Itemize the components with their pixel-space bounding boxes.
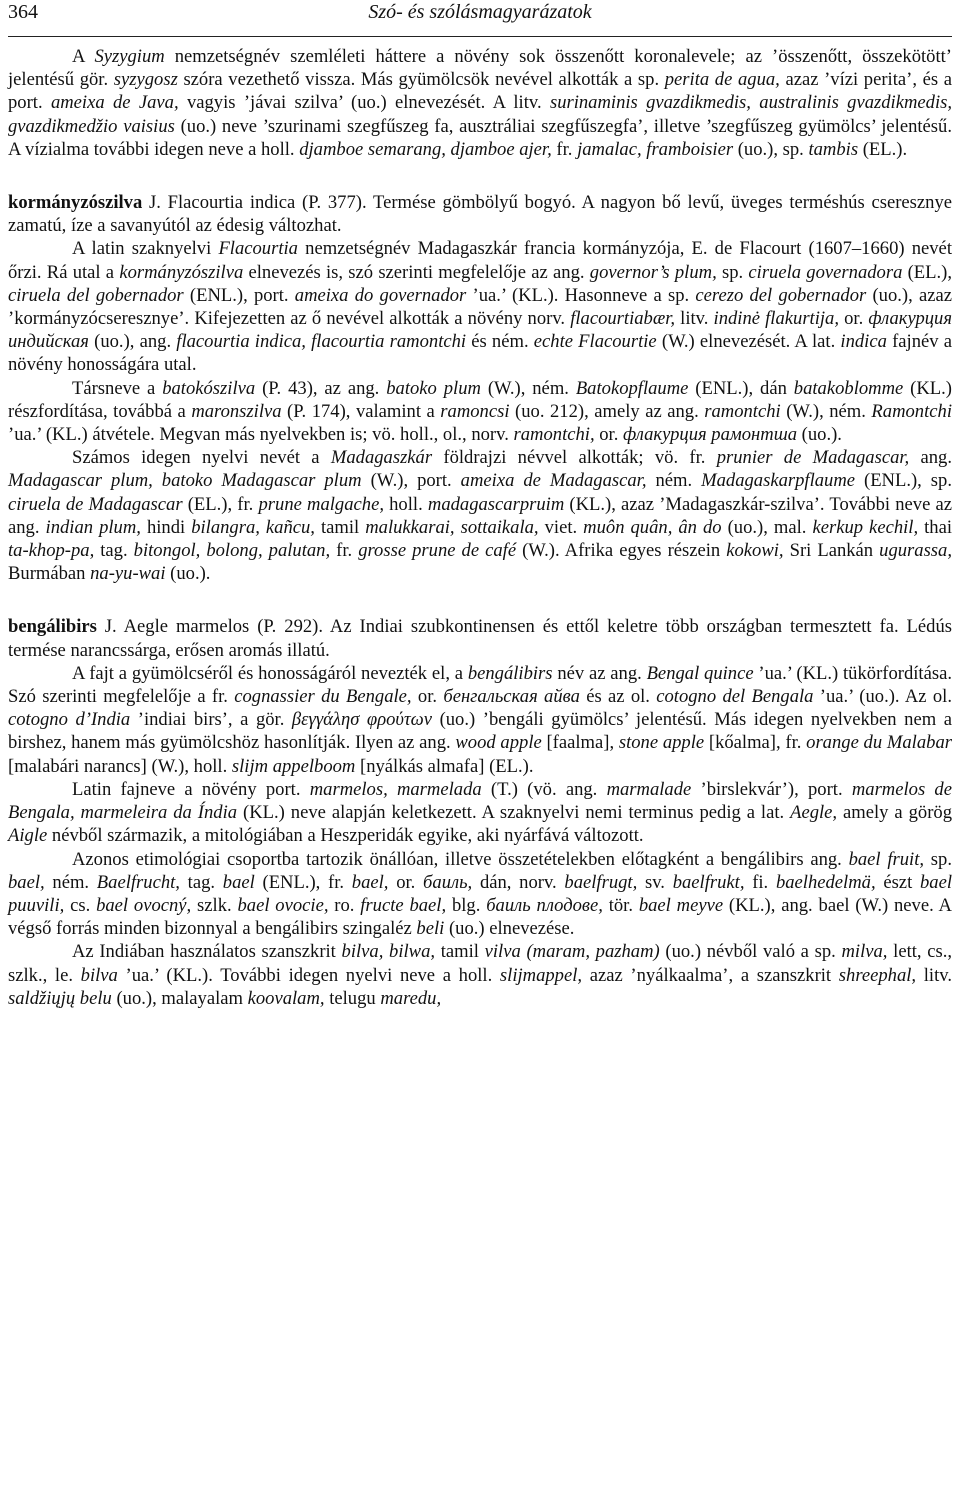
text-run: fi. <box>744 871 776 893</box>
text-run: (W.), port. <box>361 470 461 492</box>
text-run: [malabári narancs] (W.), holl. <box>8 755 232 777</box>
text-run: (W.), ném. <box>480 377 576 399</box>
italic-term: prune malgache, <box>258 493 384 515</box>
italic-term: ciruela de Madagascar <box>8 493 183 515</box>
text-run: (uo.), malayalam <box>111 987 248 1009</box>
text-run: azaz ’nyálkaalma’, a szanszkrit <box>582 964 839 986</box>
text-run: Társneve a <box>72 377 163 399</box>
italic-term: maronszilva <box>191 400 282 422</box>
text-run: holl. <box>383 493 428 515</box>
italic-term: fructe bael, <box>360 894 447 916</box>
page-number: 364 <box>8 1 38 23</box>
italic-term: muôn quân, ân do <box>583 516 722 538</box>
text-run: tamil <box>435 941 485 963</box>
text-run: és ném. <box>466 331 534 353</box>
text-run: (KL.) részfordítása, továbbá a <box>8 377 953 422</box>
italic-term: djamboe semarang, djamboe ajer, <box>299 138 552 160</box>
italic-term: баиль, <box>423 871 473 893</box>
text-run: névből származik, a mitológiában a Heszperidák egyike, aki nyárfává változott. <box>47 825 644 847</box>
italic-term: echte Flacourtie <box>533 331 657 353</box>
text-run: Az Indiában használatos szanszkrit <box>72 941 342 963</box>
italic-term: бенгальская айва <box>443 686 580 708</box>
text-run: ro. <box>328 894 361 916</box>
text-run: ang. <box>909 447 952 469</box>
text-run: or. <box>594 424 624 446</box>
italic-term: wood apple <box>455 732 542 754</box>
italic-term: flacourtia indica, flacourtia ramontchi <box>176 331 467 353</box>
text-run: ném. <box>44 871 97 893</box>
text-run: (uo. 212), amely az ang. <box>509 400 705 422</box>
paragraph <box>8 848 952 941</box>
text-run: fajnév a növény honosságára utal. <box>8 331 952 376</box>
italic-term: cognassier du Bengale, <box>234 686 412 708</box>
italic-term: bengálibirs <box>467 662 553 684</box>
italic-term: maredu, <box>380 987 442 1009</box>
italic-term: batokószilva <box>162 377 256 399</box>
running-title: Szó- és szólásmagyarázatok <box>368 1 592 23</box>
text-run: (uo.), mal. <box>721 516 813 538</box>
italic-term: batakoblomme <box>793 377 904 399</box>
italic-term: баиль плодове, <box>486 894 603 916</box>
text-run: (uo.). <box>165 563 211 585</box>
italic-term: jamalac, framboisier <box>577 138 734 160</box>
italic-term: Batokopflaume <box>575 377 689 399</box>
italic-term: marmalade <box>606 778 692 800</box>
text-run: sv. <box>637 871 673 893</box>
text-run: azaz ’vízi perita’, és a port. <box>8 69 952 114</box>
text-run: cs. <box>64 894 97 916</box>
text-run: (uo.). <box>797 424 842 446</box>
italic-term: madagascarpruim <box>427 493 565 515</box>
text-run: (KL.) neve alapján keletkezett. A szaknyelvi nemi terminus pedig a lat. <box>237 802 791 824</box>
italic-term: bael meyve <box>638 894 724 916</box>
italic-term: indinė flakurtija, <box>713 308 840 330</box>
italic-term: indian plum, <box>45 516 141 538</box>
text-run: fr. <box>551 138 578 160</box>
text-run: tör. <box>602 894 639 916</box>
text-run: litv. <box>675 308 714 330</box>
italic-term: cerezo del gobernador <box>695 284 867 306</box>
italic-term: bilva <box>80 964 118 986</box>
text-run: (EL.), <box>902 261 953 283</box>
italic-term: ugurassa, <box>879 540 952 562</box>
italic-term: vilva (maram, pazham) <box>484 941 660 963</box>
italic-term: batoko plum <box>386 377 481 399</box>
italic-term: kormányzószilva <box>119 261 244 283</box>
text-run: (P. 43), az ang. <box>255 377 387 399</box>
italic-term: cotogno d’India <box>8 709 131 731</box>
italic-term: grosse prune de café <box>358 540 517 562</box>
text-run: elnevezés is, szó szerinti megfelelője az ang. <box>243 261 590 283</box>
italic-term: kokowi, <box>726 540 784 562</box>
text-run: (uo.), sp. <box>733 138 809 160</box>
text-run: (uo.), azaz ’kormányzócseresznye’. Kifejezetten az ő nevével alkották a növény norv. <box>8 284 952 330</box>
paragraph <box>8 377 952 447</box>
page-header <box>8 0 952 37</box>
text-run: Latin fajneve a növény port. <box>72 778 310 800</box>
text-run: [nyálkás almafa] (EL.). <box>355 755 534 777</box>
italic-term: bael <box>222 871 255 893</box>
italic-term: shreephal, <box>838 964 917 986</box>
italic-term: Flacourtia <box>218 238 298 260</box>
italic-term: prunier de Madagascar, <box>716 447 910 469</box>
text-run: (ENL.), fr. <box>254 871 352 893</box>
italic-term: na-yu-wai <box>90 563 166 585</box>
italic-term: beli <box>416 918 445 940</box>
paragraph <box>8 662 952 778</box>
text-run: (T.) (vö. ang. <box>481 778 607 800</box>
italic-term: syzygosz <box>113 69 178 91</box>
italic-term: slijmappel, <box>499 964 583 986</box>
text-run: A <box>72 46 95 67</box>
paragraph <box>8 778 952 848</box>
text-run: A fajt a gyümölcséről és honosságáról nevezték el, a <box>72 662 468 684</box>
text-run: ’indiai birs’, a gör. <box>130 709 292 731</box>
paragraph <box>8 237 952 376</box>
text-run: tag. <box>94 540 134 562</box>
italic-term: marmelos de Bengala, marmeleira da Índia <box>8 778 952 824</box>
italic-term: ramontchi, <box>513 424 595 446</box>
text-run: Számos idegen nyelvi nevét a <box>72 447 331 469</box>
italic-term: Madagaskarpflaume <box>701 470 856 492</box>
text-run: (ENL.), sp. <box>855 470 952 492</box>
italic-term: ameixa de Madagascar, <box>460 470 647 492</box>
text-run: Azonos etimológiai csoportba tartozik önállóan, illetve összetételekben előtagként a bengálibirs ang. <box>72 848 849 870</box>
text-run: J. Flacourtia indica (P. 377). Termése gömbölyű bogyó. A nagyon bő levű, üveges terméshús cseresznye zamatú, íze a savanyútól az édesig változhat. <box>8 192 952 237</box>
text-run: tag. <box>179 871 223 893</box>
text-run: or. <box>839 308 869 330</box>
text-run: (uo.), ang. <box>88 331 177 353</box>
text-run: ’ua.’ (KL.) átvétele. Megvan más nyelvekben is; vö. holl., ol., norv. <box>8 424 514 446</box>
text-run: (W.) elnevezését. A lat. <box>656 331 841 353</box>
italic-term: Baelfrucht, <box>96 871 180 893</box>
italic-term: bilangra, kañcu, <box>191 516 315 538</box>
text-run: blg. <box>446 894 487 916</box>
text-run: hindi <box>140 516 192 538</box>
paragraph <box>8 446 952 585</box>
italic-term: ameixa de Java, <box>50 92 179 114</box>
text-run: (W.). Afrika egyes részein <box>516 540 727 562</box>
italic-term: slijm appelboom <box>231 755 356 777</box>
text-run: ’ua.’ (KL.). Hasonneve a sp. <box>466 284 696 306</box>
italic-term: saldžiųjų belu <box>8 987 112 1009</box>
text-run: (ENL.), port. <box>183 284 295 306</box>
paragraph-gap <box>8 585 952 615</box>
italic-term: malukkarai, sottaikala, <box>365 516 539 538</box>
italic-term: bael fruit, <box>848 848 925 870</box>
italic-term: Madagascar plum, batoko Madagascar plum <box>8 470 362 492</box>
italic-term: bael puuvili, <box>8 871 952 916</box>
paragraph <box>8 940 952 1010</box>
text-run: nemzetségnév Madagaszkár francia kormányzója, E. de Flacourt (1607–1660) nevét őrzi. Rá utal a <box>8 238 952 283</box>
text-run: ’ua.’ (KL.). További idegen nyelvi neve a holl. <box>117 964 500 986</box>
text-run: nemzetségnév szemléleti háttere a növény sok összenőtt koronalevele; az ’összenőtt, összekötött’ jelentésű gör. <box>8 46 952 91</box>
italic-term: baelhedelmä, <box>775 871 876 893</box>
text-run: ’birslekvár’), port. <box>691 778 852 800</box>
italic-term: Aegle, <box>790 802 838 824</box>
document-body <box>8 45 952 1010</box>
text-run: (uo.) neve ’szurinami szegfűszeg fa, ausztráliai szegfűszegfa’, illetve ’szegfűszeg gyümölcs’ jelentésű. A vízialma további idegen neve a holl. <box>8 115 952 160</box>
text-run: amely a görög <box>837 802 952 824</box>
italic-term: Syzygium <box>94 46 165 67</box>
text-run: ném. <box>646 470 702 492</box>
italic-term: bael, <box>8 871 45 893</box>
italic-term: tambis <box>808 138 859 160</box>
paragraph-gap <box>8 161 952 191</box>
italic-term: stone apple <box>618 732 705 754</box>
italic-term: surinaminis gvazdikmedis, australinis gvazdikmedis, gvazdikmedžio vaisius <box>8 92 952 137</box>
text-run: (P. 174), valamint a <box>281 400 441 422</box>
text-run: (uo.) elnevezése. <box>444 918 575 940</box>
italic-term: bitongol, bolong, palutan, <box>133 540 331 562</box>
text-run: [faalma], <box>541 732 619 754</box>
italic-term: флакурция рамонтша <box>623 424 798 446</box>
text-run: or. <box>411 686 444 708</box>
paragraph <box>8 191 952 237</box>
text-run: sp. <box>716 261 749 283</box>
text-run: ’ua.’ (uo.). Az ol. <box>813 686 952 708</box>
text-run: fr. <box>330 540 359 562</box>
italic-term: βεγγάλησ φρούτων <box>291 709 433 731</box>
italic-term: ciruela governadora <box>748 261 903 283</box>
text-run: or. <box>388 871 424 893</box>
text-run: (W.), ném. <box>780 400 872 422</box>
text-run: (KL.), ang. bael (W.) neve. A végső forrás minden bizonnyal a bengálibirs szingaléz <box>8 894 952 940</box>
italic-term: milva, <box>841 941 888 963</box>
text-run: thai <box>918 516 953 538</box>
italic-term: baelfrukt, <box>672 871 745 893</box>
italic-term: bael, <box>351 871 389 893</box>
text-run: (uo.) ’bengáli gyümölcs’ jelentésű. Más idegen nyelvekben nem a birshez, hanem más gyümölcshöz hasonlítják. Ilyen az ang. <box>8 709 952 754</box>
text-run: észt <box>875 871 920 893</box>
text-run: szóra vezethető vissza. Más gyümölcsök nevével alkották a sp. <box>177 69 665 91</box>
italic-term: kerkup kechil, <box>812 516 919 538</box>
text-run: (EL.), fr. <box>182 493 259 515</box>
italic-term: flacourtiabær, <box>570 308 676 330</box>
italic-term: bael ovocie, <box>237 894 329 916</box>
text-run: litv. <box>916 964 952 986</box>
italic-term: orange du Malabar <box>806 732 952 754</box>
italic-term: ta-khop-pa, <box>8 540 95 562</box>
paragraph <box>8 45 952 161</box>
text-run: telugu <box>324 987 381 1009</box>
italic-term: Bengal quince <box>646 662 754 684</box>
text-run: (uo.) névből való a sp. <box>659 941 842 963</box>
paragraph <box>8 615 952 661</box>
text-run: szlk. <box>191 894 238 916</box>
text-run: (KL.), azaz ’Madagaszkár-szilva’. További neve az ang. <box>8 493 953 538</box>
italic-term: koovalam, <box>247 987 325 1009</box>
text-run: (EL.). <box>858 138 908 160</box>
italic-term: ciruela del gobernador <box>8 284 184 306</box>
text-run: (ENL.), dán <box>688 377 794 399</box>
headword: kormányzószilva <box>8 192 143 214</box>
text-run: tamil <box>314 516 366 538</box>
italic-term: marmelos, marmelada <box>309 778 482 800</box>
italic-term: флакурция индийская <box>8 308 952 353</box>
text-run: Sri Lankán <box>783 540 880 562</box>
text-run: és az ol. <box>579 686 657 708</box>
headword: bengálibirs <box>8 616 97 638</box>
italic-term: bael ovocný, <box>96 894 192 916</box>
text-run: ’ua.’ (KL.) tükörfordítása. Szó szerinti megfelelője a fr. <box>8 662 952 708</box>
text-run: viet. <box>538 516 584 538</box>
text-run: földrajzi névvel alkották; vö. fr. <box>432 447 717 469</box>
italic-term: baelfrugt, <box>564 871 638 893</box>
text-run: Burmában <box>8 563 91 585</box>
italic-term: indica <box>840 331 887 353</box>
text-run: vagyis ’jávai szilva’ (uo.) elnevezését. A litv. <box>178 92 550 114</box>
italic-term: Ramontchi <box>871 400 952 422</box>
italic-term: ramontchi <box>704 400 781 422</box>
italic-term: governor’s plum, <box>589 261 717 283</box>
italic-term: perita de agua, <box>664 69 780 91</box>
text-run: [kőalma], fr. <box>704 732 807 754</box>
text-run: A latin szaknyelvi <box>72 238 219 260</box>
italic-term: bilva, bilwa, <box>341 941 436 963</box>
text-run: J. Aegle marmelos (P. 292). Az Indiai szubkontinensen és ettől keletre több országban termesztett fa. Lédús termése narancssárga, erősen aromás illatú. <box>8 616 952 661</box>
italic-term: ameixa do governador <box>294 284 467 306</box>
italic-term: Aigle <box>8 825 48 847</box>
italic-term: Madagaszkár <box>330 447 433 469</box>
text-run: név az ang. <box>552 662 647 684</box>
italic-term: ramoncsi <box>440 400 510 422</box>
text-run: dán, norv. <box>472 871 565 893</box>
text-run: lett, cs., szlk., le. <box>8 941 953 986</box>
italic-term: cotogno del Bengala <box>656 686 814 708</box>
text-run: sp. <box>924 848 952 870</box>
